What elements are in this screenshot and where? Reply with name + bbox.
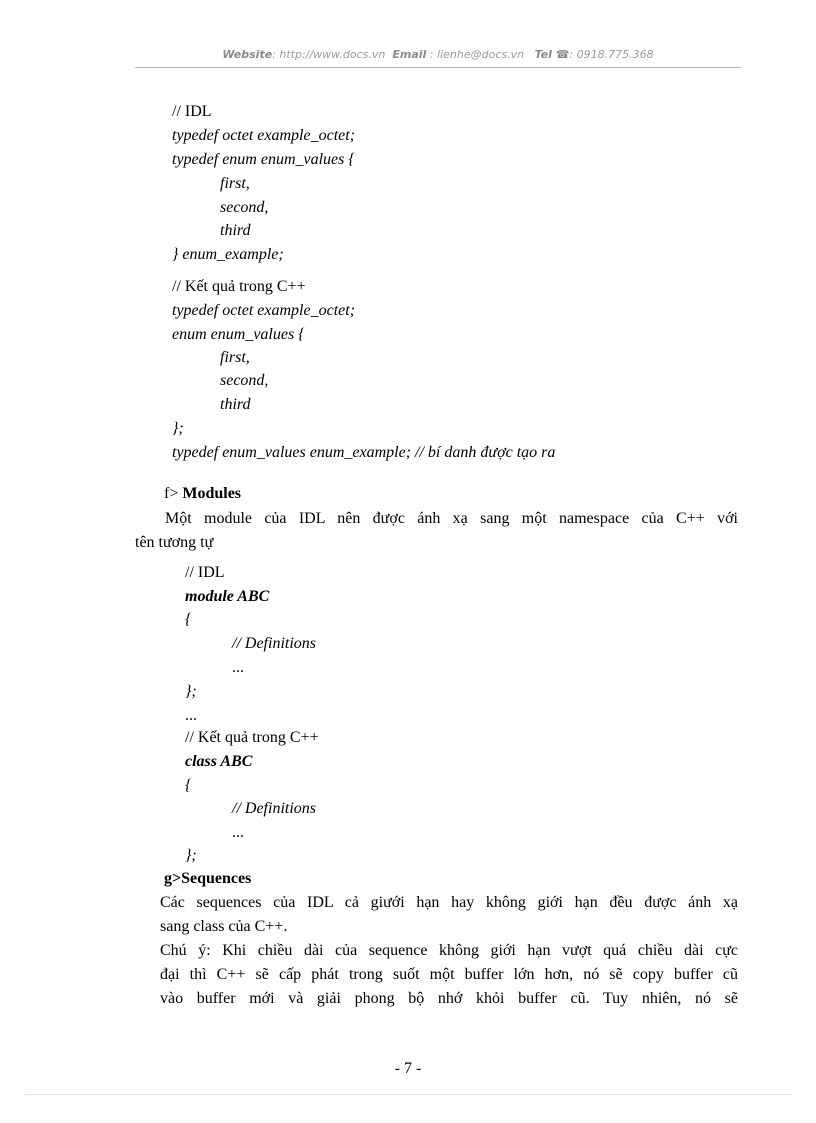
- code-line: ...: [185, 707, 197, 724]
- paragraph-line: Chú ý: Khi chiều dài của sequence không giới hạn vượt quá chiều dài cực: [160, 942, 738, 959]
- code-comment: // Definitions: [232, 635, 316, 652]
- paragraph-line: Một module của IDL nên được ánh xạ sang một namespace của C++ với: [165, 510, 738, 527]
- paragraph-line: tên tương tự: [135, 534, 214, 551]
- code-line: typedef octet example_octet;: [172, 127, 356, 144]
- website-label: Website: [222, 48, 273, 61]
- code-comment: // IDL: [172, 103, 212, 120]
- page-bottom-border: [25, 1094, 791, 1095]
- paragraph-line: Các sequences của IDL cả giưới hạn hay không giới hạn đều được ánh xạ: [160, 894, 738, 911]
- page-number: - 7 -: [394, 1060, 422, 1077]
- code-line: {: [185, 611, 192, 628]
- code-line: ...: [232, 659, 244, 676]
- code-line: first,: [220, 175, 250, 192]
- code-line: enum enum_values {: [172, 326, 305, 343]
- code-line: first,: [220, 349, 250, 366]
- code-line: second,: [220, 372, 269, 389]
- header-divider: [135, 67, 741, 68]
- code-comment: // Kết quả trong C++: [185, 729, 319, 746]
- page-header: [135, 48, 741, 61]
- paragraph-line: sang class của C++.: [160, 918, 288, 935]
- code-comment: // IDL: [185, 564, 225, 581]
- code-line: third: [220, 222, 251, 239]
- paragraph-line: vào buffer mới và giải phong bộ nhớ khỏi buffer cũ. Tuy nhiên, nó sẽ: [160, 990, 738, 1007]
- section-heading-modules: [164, 484, 241, 504]
- email-label: Email: [392, 48, 427, 61]
- code-line: } enum_example;: [172, 246, 284, 263]
- website-url: : http://www.docs.vn: [272, 48, 386, 61]
- section-prefix: f>: [164, 485, 179, 502]
- code-line: typedef enum_values enum_example; // bí danh được tạo ra: [172, 444, 556, 461]
- code-comment: // Kết quả trong C++: [172, 278, 306, 295]
- code-line: second,: [220, 199, 269, 216]
- tel-label: Tel ☎: [534, 48, 570, 61]
- section-prefix: g>: [164, 870, 182, 887]
- code-line: typedef enum enum_values {: [172, 151, 355, 168]
- paragraph: [135, 507, 738, 555]
- paragraph: [160, 891, 738, 1011]
- code-keyword-line: class ABC: [185, 753, 253, 770]
- section-title: Modules: [182, 485, 242, 502]
- paragraph-line: đại thì C++ sẽ cấp phát trong suốt một buffer lớn hơn, nó sẽ copy buffer cũ: [160, 966, 738, 983]
- tel-number: : 0918.775.368: [569, 48, 654, 61]
- email-address: : lienhe@docs.vn: [429, 48, 525, 61]
- code-keyword-line: module ABC: [185, 588, 270, 605]
- section-title: Sequences: [181, 870, 252, 887]
- section-heading-sequences: [164, 869, 251, 889]
- code-line: };: [185, 847, 197, 864]
- code-line: ...: [232, 824, 244, 841]
- code-line: };: [185, 683, 197, 700]
- code-line: {: [185, 777, 192, 794]
- code-line: typedef octet example_octet;: [172, 302, 356, 319]
- code-line: };: [172, 420, 184, 437]
- code-line: third: [220, 396, 251, 413]
- code-comment: // Definitions: [232, 800, 316, 817]
